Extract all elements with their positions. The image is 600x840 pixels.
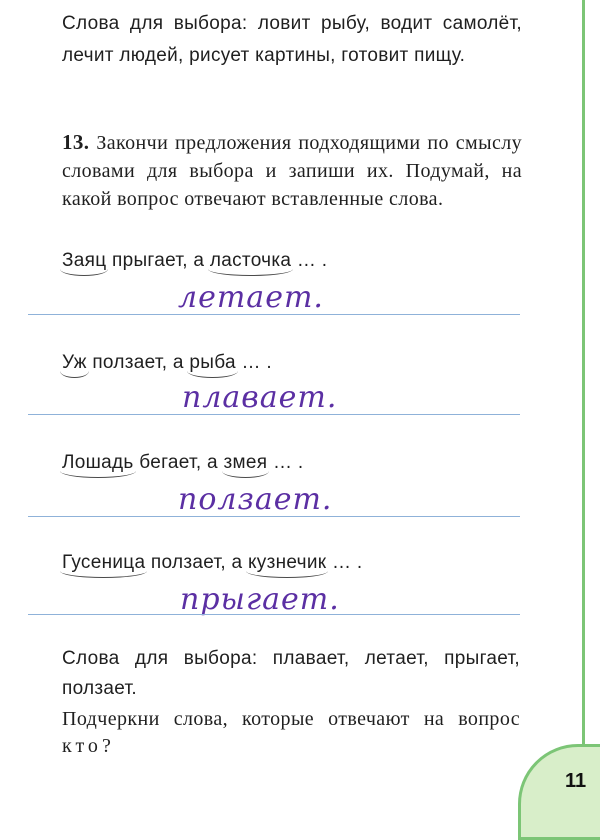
task-number: 13.: [62, 130, 90, 154]
sentence-2-verb: ползает, а: [92, 352, 184, 373]
sentence-4-subject1: Гусеница: [62, 552, 146, 573]
sentence-3-ending: … .: [272, 452, 304, 473]
sentence-3-subject1: Лошадь: [62, 452, 134, 473]
sentence-3-subject2: змея: [223, 452, 268, 473]
sentence-4-ending: … .: [331, 552, 363, 573]
sentence-1-subject2: ласточка: [209, 250, 292, 271]
intro-paragraph: [62, 8, 522, 72]
answer-line-1: [28, 314, 520, 315]
answer-line-2: [28, 414, 520, 415]
choices-paragraph: [62, 644, 520, 704]
answer-4-handwriting: прыгает.: [180, 582, 340, 617]
page-number: 11: [565, 770, 587, 792]
question-word: кто: [62, 735, 102, 757]
task-instruction-text: Закончи предложения подходящими по смыслу словами для выбора и запиши их. Подумай, на какой вопрос отвечают вставленные слова.: [62, 132, 522, 210]
page-corner-tab: [518, 744, 600, 840]
sentence-2-subject2: рыба: [189, 352, 236, 373]
answer-3-handwriting: ползает.: [178, 482, 333, 517]
answer-2-handwriting: плавает.: [182, 380, 338, 415]
sentence-3-verb: бегает, а: [139, 452, 218, 473]
sentence-4-subject2: кузнечик: [247, 552, 327, 573]
sentence-4: [62, 552, 362, 574]
sentence-1-ending: … .: [296, 250, 328, 271]
sentence-2: [62, 352, 272, 374]
answer-1-handwriting: летает.: [178, 280, 324, 315]
choices-text: Слова для выбора: плавает, летает, прыгает, ползает.: [62, 648, 520, 699]
sentence-4-verb: ползает, а: [150, 552, 243, 573]
question-prefix: Подчеркни слова, которые отвечают на вопрос: [62, 708, 520, 730]
sentence-2-subject1: Уж: [62, 352, 87, 373]
question-paragraph: [62, 706, 520, 760]
intro-text: Слова для выбора: ловит рыбу, водит самолёт, лечит людей, рисует картины, готовит пищу.: [62, 13, 522, 66]
answer-line-4: [28, 614, 520, 615]
sentence-1: [62, 250, 327, 272]
answer-line-3: [28, 516, 520, 517]
sentence-3: [62, 452, 303, 474]
question-suffix: ?: [101, 735, 112, 757]
sentence-1-subject1: Заяц: [62, 250, 107, 271]
sentence-2-ending: … .: [241, 352, 272, 373]
sentence-1-verb: прыгает, а: [112, 250, 205, 271]
task-13-instruction: [62, 128, 522, 213]
margin-rule: [582, 0, 585, 760]
